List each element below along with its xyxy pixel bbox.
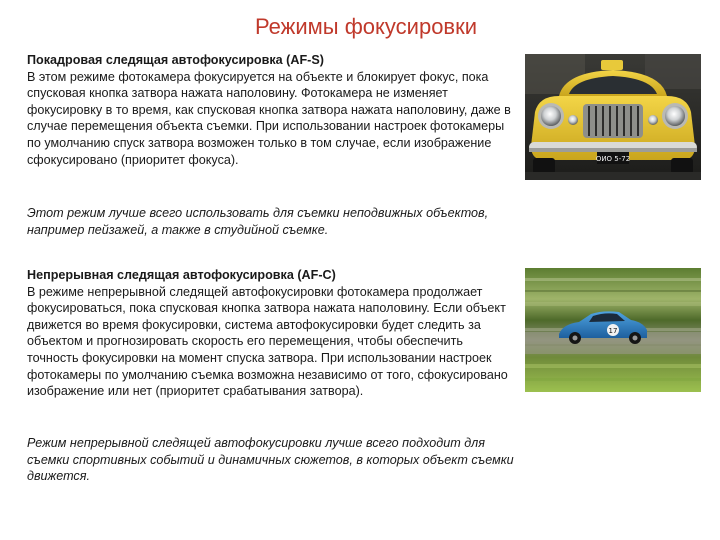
section-af-c-heading: Непрерывная следящая автофокусировка (AF-C) [27,268,336,282]
section-af-s-heading: Покадровая следящая автофокусировка (AF-S) [27,53,324,67]
race-car-photo [525,268,701,392]
section-af-c [27,267,517,400]
race-car-illustration [525,268,701,392]
section-af-s-note: Этот режим лучше всего использовать для съемки неподвижных объектов, например пейзажей, а также в студийной съемке. [27,206,489,237]
taxi-plate-text: ОИО 5-72 [595,155,631,163]
section-af-c-note: Режим непрерывной следящей автофокусировки лучше всего подходит для съемки спортивных событий и динамичных сюжетов, в которых объект съемки движется. [27,436,514,484]
taxi-photo [525,54,701,180]
section-af-c-body: В режиме непрерывной следящей автофокусировки фотокамера продолжает фокусироваться, пока спусковая кнопка затвора нажата наполовину. Если объект движется во время фокусировки, система автофокусировки будет следить за объектом и прогнозировать скорость его перемещения, чтобы обеспечить точность фокусировки на момент спуска затвора. При использовании настроек фотокамеры по умолчанию съемка возможна независимо от того, сфокусировано изображение или нет (приоритет срабатывания затвора). [27,284,508,399]
section-af-s [27,52,517,168]
taxi-illustration [525,54,701,180]
race-number-text: 17 [608,327,618,335]
page-title: Режимы фокусировки [254,14,478,39]
section-af-s-body: В этом режиме фотокамера фокусируется на объекте и блокирует фокус, пока спусковая кнопка затвора нажата наполовину. Фотокамера не изменяет фокусировку в то время, как спусковая кнопка затвора нажата наполовину, даже в случае перемещения объекта съемки. При использовании настроек фотокамеры по умолчанию спуск затвора возможен только в том случае, если изображение сфокусировано (приоритет фокуса). [27,69,511,167]
